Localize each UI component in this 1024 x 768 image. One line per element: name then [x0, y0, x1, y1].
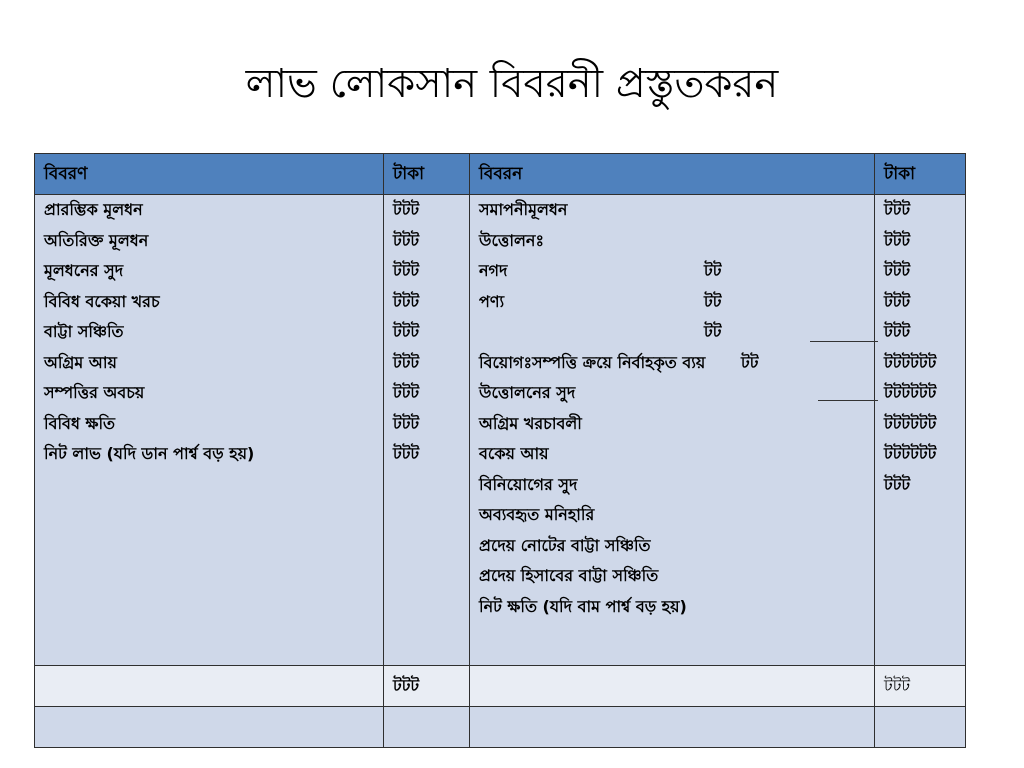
right-item-text: প্রদেয় হিসাবের বাট্টা সঞ্চিতি	[479, 566, 659, 585]
total-row	[35, 666, 966, 707]
left-item-text: বিবিধ ক্ষতি	[44, 413, 116, 433]
left-item-text: নিট লাভ (যদি ডান পার্শ্ব বড় হয়)	[44, 444, 255, 463]
underline-rule	[810, 341, 878, 342]
left-amount	[393, 226, 460, 257]
left-item	[44, 317, 374, 348]
right-item-text: পণ্য	[479, 291, 505, 311]
header-right-amount: টাকা	[875, 154, 966, 195]
left-description-cell	[35, 195, 384, 666]
left-item	[44, 348, 374, 379]
left-amount	[393, 409, 460, 440]
left-amount-text: টটট	[393, 200, 420, 219]
left-item	[44, 256, 374, 287]
right-item	[479, 470, 865, 501]
empty-cell	[384, 707, 470, 748]
left-item	[44, 195, 374, 226]
left-amount	[393, 287, 460, 318]
right-amount-text: টটটটটট	[884, 383, 937, 402]
empty-cell	[470, 707, 875, 748]
right-item	[479, 256, 865, 287]
right-item-text: নিট ক্ষতি (যদি বাম পার্শ্ব বড় হয়)	[479, 596, 687, 616]
left-amount	[393, 256, 460, 287]
left-item-text: মূলধনের সুদ	[44, 261, 124, 280]
left-item-text: সম্পত্তির অবচয়	[44, 383, 145, 402]
left-item-text: অতিরিক্ত মূলধন	[44, 230, 149, 250]
right-sub-amount: টট	[741, 352, 759, 372]
right-amount	[884, 470, 956, 501]
underline-rule	[818, 400, 878, 401]
left-amount-text: টটট	[393, 444, 420, 463]
left-item	[44, 287, 374, 318]
right-amount-text: টটট	[884, 291, 911, 311]
right-amount-text: টটটটটট	[884, 413, 937, 433]
empty-row	[35, 707, 966, 748]
left-item	[44, 378, 374, 409]
profit-loss-table	[34, 153, 966, 748]
right-amount-text: টটট	[884, 200, 911, 219]
right-item-text: বিয়োগঃসম্পত্তি ক্রয়ে নির্বাহকৃত ব্যয়	[479, 352, 706, 372]
empty-cell	[35, 707, 384, 748]
right-amount	[884, 378, 956, 409]
right-amount	[884, 195, 956, 226]
right-item	[479, 561, 865, 592]
left-item-text: বিবিধ বকেয়া খরচ	[44, 291, 160, 311]
right-amount-text: টটট	[884, 261, 911, 280]
right-item-text: নগদ	[479, 261, 508, 280]
left-amount-text: টটট	[393, 291, 420, 311]
total-right-description	[470, 666, 875, 707]
right-item-text: বিনিয়োগের সুদ	[479, 474, 578, 494]
header-row	[35, 154, 966, 195]
right-item-text: সমাপনীমূলধন	[479, 200, 568, 219]
right-item	[479, 500, 865, 531]
body-row	[35, 195, 966, 666]
empty-cell	[875, 707, 966, 748]
right-amount-text: টটট	[884, 322, 911, 341]
right-item	[479, 378, 865, 409]
right-sub-amount: টট	[704, 291, 722, 311]
right-item	[479, 531, 865, 562]
left-item	[44, 226, 374, 257]
left-amount-text: টটট	[393, 352, 420, 372]
right-amount-text: টটটটটট	[884, 444, 937, 463]
right-amount	[884, 317, 956, 348]
left-item-text: অগ্রিম আয়	[44, 352, 117, 372]
right-amount	[884, 439, 956, 470]
left-item-text: বাট্টা সঞ্চিতি	[44, 322, 124, 341]
left-amount	[393, 378, 460, 409]
right-item-text: অব্যবহৃত মনিহারি	[479, 505, 595, 524]
total-right-amount: টটট	[875, 666, 966, 707]
page-title: লাভ লোকসান বিবরনী প্রস্তুতকরন	[245, 61, 779, 107]
header-right-description: বিবরন	[470, 154, 875, 195]
right-item	[479, 195, 865, 226]
left-amount-text: টটট	[393, 322, 420, 341]
left-item-text: প্রারম্ভিক মূলধন	[44, 200, 143, 219]
right-item-text: অগ্রিম খরচাবলী	[479, 413, 582, 433]
right-amount-text: টটটটটট	[884, 352, 937, 372]
header-left-amount: টাকা	[384, 154, 470, 195]
left-item	[44, 409, 374, 440]
left-amount	[393, 439, 460, 470]
right-item	[479, 439, 865, 470]
right-item	[479, 592, 865, 623]
left-amount-text: টটট	[393, 383, 420, 402]
right-amount	[884, 409, 956, 440]
left-amount-text: টটট	[393, 230, 420, 250]
left-amount	[393, 317, 460, 348]
total-left-description	[35, 666, 384, 707]
right-item	[479, 287, 865, 318]
right-amount-text: টটট	[884, 230, 911, 250]
right-item-text: প্রদেয় নোটের বাট্টা সঞ্চিতি	[479, 535, 651, 555]
right-item-text: উত্তোলনের সুদ	[479, 383, 576, 402]
left-amount-text: টটট	[393, 413, 420, 433]
right-item	[479, 409, 865, 440]
right-sub-amount: টট	[704, 322, 722, 341]
right-amount	[884, 287, 956, 318]
total-left-amount: টটট	[384, 666, 470, 707]
right-item	[479, 317, 865, 348]
left-amount	[393, 348, 460, 379]
right-item	[479, 226, 865, 257]
right-amount-text: টটট	[884, 474, 911, 494]
right-amount	[884, 226, 956, 257]
left-item	[44, 439, 374, 470]
left-amount	[393, 195, 460, 226]
left-amount-text: টটট	[393, 261, 420, 280]
right-sub-amount: টট	[704, 261, 722, 280]
right-amount	[884, 348, 956, 379]
right-description-cell	[470, 195, 875, 666]
right-item	[479, 348, 865, 379]
right-item-text: উত্তোলনঃ	[479, 230, 544, 250]
header-left-description: বিবরণ	[35, 154, 384, 195]
right-amount	[884, 256, 956, 287]
right-amount-cell	[875, 195, 966, 666]
left-amount-cell	[384, 195, 470, 666]
right-item-text: বকেয় আয়	[479, 444, 549, 463]
